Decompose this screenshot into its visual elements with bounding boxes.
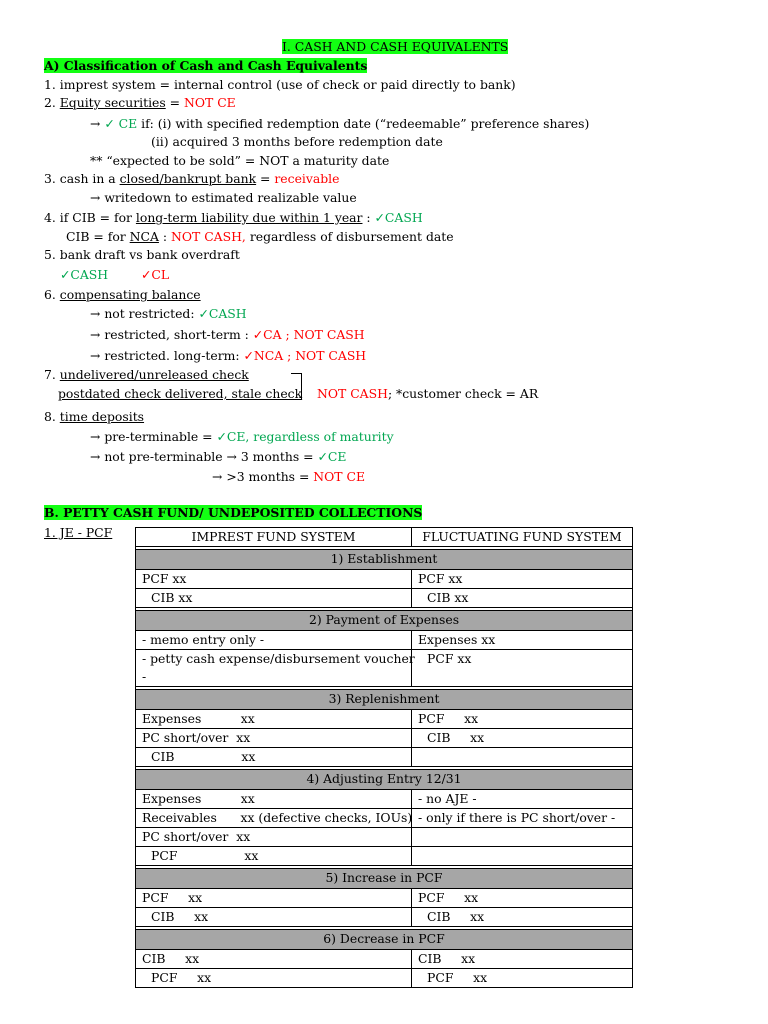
section-row: [136, 690, 633, 710]
text: → restricted. long-term:: [90, 348, 244, 363]
table-cell: [412, 847, 633, 866]
section-b-heading-text: B. PETTY CASH FUND/ UNDEPOSITED COLLECTIONS: [44, 505, 423, 520]
section-a-heading-text: A) Classification of Cash and Cash Equivalents: [44, 58, 368, 73]
line-cib-lt: [44, 210, 423, 226]
line-over-3-months: [212, 469, 365, 485]
text-underlined: compensating balance: [59, 287, 201, 302]
text-underlined: undelivered/unreleased check: [59, 367, 249, 382]
table-cell: PCF xx: [412, 969, 633, 988]
table-cell: PCF xx: [412, 570, 633, 589]
table-row: [136, 589, 633, 608]
cl-check: ✓CL: [141, 267, 170, 282]
text: =: [165, 95, 184, 110]
text: 8.: [44, 409, 60, 424]
line-postdated: [58, 386, 302, 402]
section-row: [136, 869, 633, 889]
table-row: [136, 748, 633, 767]
table-cell: CIB xx: [136, 908, 412, 927]
table-cell: PCF xx: [136, 570, 412, 589]
text-red: ✓CA ; NOT CASH: [252, 327, 365, 342]
col-imprest-header: IMPREST FUND SYSTEM: [136, 528, 412, 547]
table-cell: Expenses xx: [136, 710, 412, 729]
table-cell: CIB xx: [412, 589, 633, 608]
text-red: NOT CE: [184, 95, 236, 110]
line-compensating: [44, 287, 201, 303]
text: :: [362, 210, 375, 225]
arrow-icon: →: [90, 116, 105, 131]
text: → pre-terminable =: [90, 429, 217, 444]
table-cell: PCF xx: [136, 889, 412, 908]
text-red: ✓NCA ; NOT CASH: [243, 348, 367, 363]
text-red: NOT CE: [313, 469, 366, 484]
table-cell: PC short/over xx: [136, 729, 412, 748]
text-underlined: closed/bankrupt bank: [119, 171, 257, 186]
text: → restricted, short-term :: [90, 327, 253, 342]
page-title: [282, 39, 508, 55]
table-row: [136, 631, 633, 650]
table-cell: CIB xx: [412, 950, 633, 969]
text: :: [158, 229, 171, 244]
line-pre-terminable: [90, 429, 394, 445]
table-row: [136, 729, 633, 748]
text-red: NOT CASH: [317, 386, 388, 401]
text-underlined: NCA: [129, 229, 159, 244]
table-row: [136, 828, 633, 847]
line-bank-draft: 5. bank draft vs bank overdraft: [44, 247, 240, 262]
table-row: [136, 570, 633, 589]
text-green: ✓CASH: [198, 306, 247, 321]
section-adjusting: 4) Adjusting Entry 12/31: [136, 770, 633, 790]
table-cell: [412, 748, 633, 767]
line-equity: [44, 95, 236, 111]
section-increase: 5) Increase in PCF: [136, 869, 633, 889]
text: CIB = for: [66, 229, 130, 244]
text-underlined: long-term liability due within 1 year: [135, 210, 363, 225]
text: -: [142, 669, 147, 684]
text: → not pre-terminable → 3 months =: [90, 449, 318, 464]
section-row: [136, 550, 633, 570]
text: 4. if CIB = for: [44, 210, 136, 225]
table-cell: PC short/over xx: [136, 828, 412, 847]
section-replenishment: 3) Replenishment: [136, 690, 633, 710]
table-cell: Expenses xx: [136, 790, 412, 809]
bracket-icon: [291, 373, 302, 400]
table-cell: CIB xx: [412, 908, 633, 927]
table-row: [136, 809, 633, 828]
text-green: ✓CASH: [374, 210, 423, 225]
text: if: (i) with specified redemption date (“redeemable” preference shares): [137, 116, 590, 131]
table-cell: CIB xx: [136, 748, 412, 767]
text: - petty cash expense/disbursement voucher: [142, 651, 415, 666]
je-pcf-table: [135, 527, 633, 988]
text: 2.: [44, 95, 60, 110]
table-row: [136, 908, 633, 927]
table-cell: - no AJE -: [412, 790, 633, 809]
line-not-cash: [317, 386, 538, 402]
text-underlined: postdated check delivered, stale check: [58, 386, 303, 401]
section-row: [136, 770, 633, 790]
text: =: [256, 171, 275, 186]
table-row: [136, 847, 633, 866]
text: ; *customer check = AR: [387, 386, 539, 401]
line-bankrupt: [44, 171, 339, 187]
line-expected: ** “expected to be sold” = NOT a maturity date: [90, 153, 390, 168]
text-underlined: time deposits: [59, 409, 145, 424]
table-cell: PCF xx: [412, 889, 633, 908]
line-restricted-lt: [90, 348, 366, 364]
table-row: [136, 650, 633, 687]
line-time-deposits: [44, 409, 144, 425]
table-header-row: [136, 528, 633, 547]
section-row: [136, 611, 633, 631]
section-b-heading: [44, 505, 422, 521]
section-establishment: 1) Establishment: [136, 550, 633, 570]
table-cell: - memo entry only -: [136, 631, 412, 650]
je-pcf-label: 1. JE - PCF: [44, 525, 113, 540]
line-not-pre-terminable: [90, 449, 346, 465]
page-title-text: I. CASH AND CASH EQUIVALENTS: [282, 39, 509, 54]
table-cell: - only if there is PC short/over -: [412, 809, 633, 828]
text-red: NOT CASH,: [171, 229, 246, 244]
text: → not restricted:: [90, 306, 199, 321]
table-cell: [136, 650, 415, 687]
section-row: [136, 930, 633, 950]
text: → >3 months =: [212, 469, 314, 484]
table-row: [136, 969, 633, 988]
table-cell: CIB xx: [136, 589, 412, 608]
table-cell: PCF xx: [136, 969, 412, 988]
table-cell: CIB xx: [136, 950, 412, 969]
cash-check: ✓CASH: [60, 267, 109, 282]
col-fluctuating-header: FLUCTUATING FUND SYSTEM: [412, 528, 633, 547]
text: 7.: [44, 367, 60, 382]
table-cell: PCF xx: [412, 710, 633, 729]
text-green: ✓CE, regardless of maturity: [216, 429, 394, 444]
text: 3. cash in a: [44, 171, 120, 186]
text-green: ✓CE: [317, 449, 347, 464]
text: regardless of disbursement date: [245, 229, 454, 244]
table-row: [136, 790, 633, 809]
table-cell: CIB xx: [412, 729, 633, 748]
line-writedown: → writedown to estimated realizable value: [90, 190, 357, 205]
table-cell: [412, 828, 633, 847]
table-row: [136, 889, 633, 908]
section-decrease: 6) Decrease in PCF: [136, 930, 633, 950]
text-underlined: Equity securities: [59, 95, 166, 110]
table-row: [136, 950, 633, 969]
text-red: receivable: [274, 171, 340, 186]
line-restricted-st: [90, 327, 365, 343]
line-undelivered: [44, 367, 249, 383]
line-ce-if: [90, 116, 589, 132]
table-cell: Receivables xx (defective checks, IOUs): [136, 809, 412, 828]
line-not-restricted: [90, 306, 247, 322]
line-acquired: (ii) acquired 3 months before redemption date: [151, 134, 443, 149]
text-green: ✓ CE: [104, 116, 138, 131]
section-payment: 2) Payment of Expenses: [136, 611, 633, 631]
line-cib-nca: [66, 229, 454, 245]
table-cell: PCF xx: [412, 650, 633, 687]
table-cell: Expenses xx: [412, 631, 633, 650]
line-imprest: 1. imprest system = internal control (use of check or paid directly to bank): [44, 77, 516, 92]
text: 6.: [44, 287, 60, 302]
table-row: [136, 710, 633, 729]
section-a-heading: [44, 58, 367, 74]
table-cell: PCF xx: [136, 847, 412, 866]
